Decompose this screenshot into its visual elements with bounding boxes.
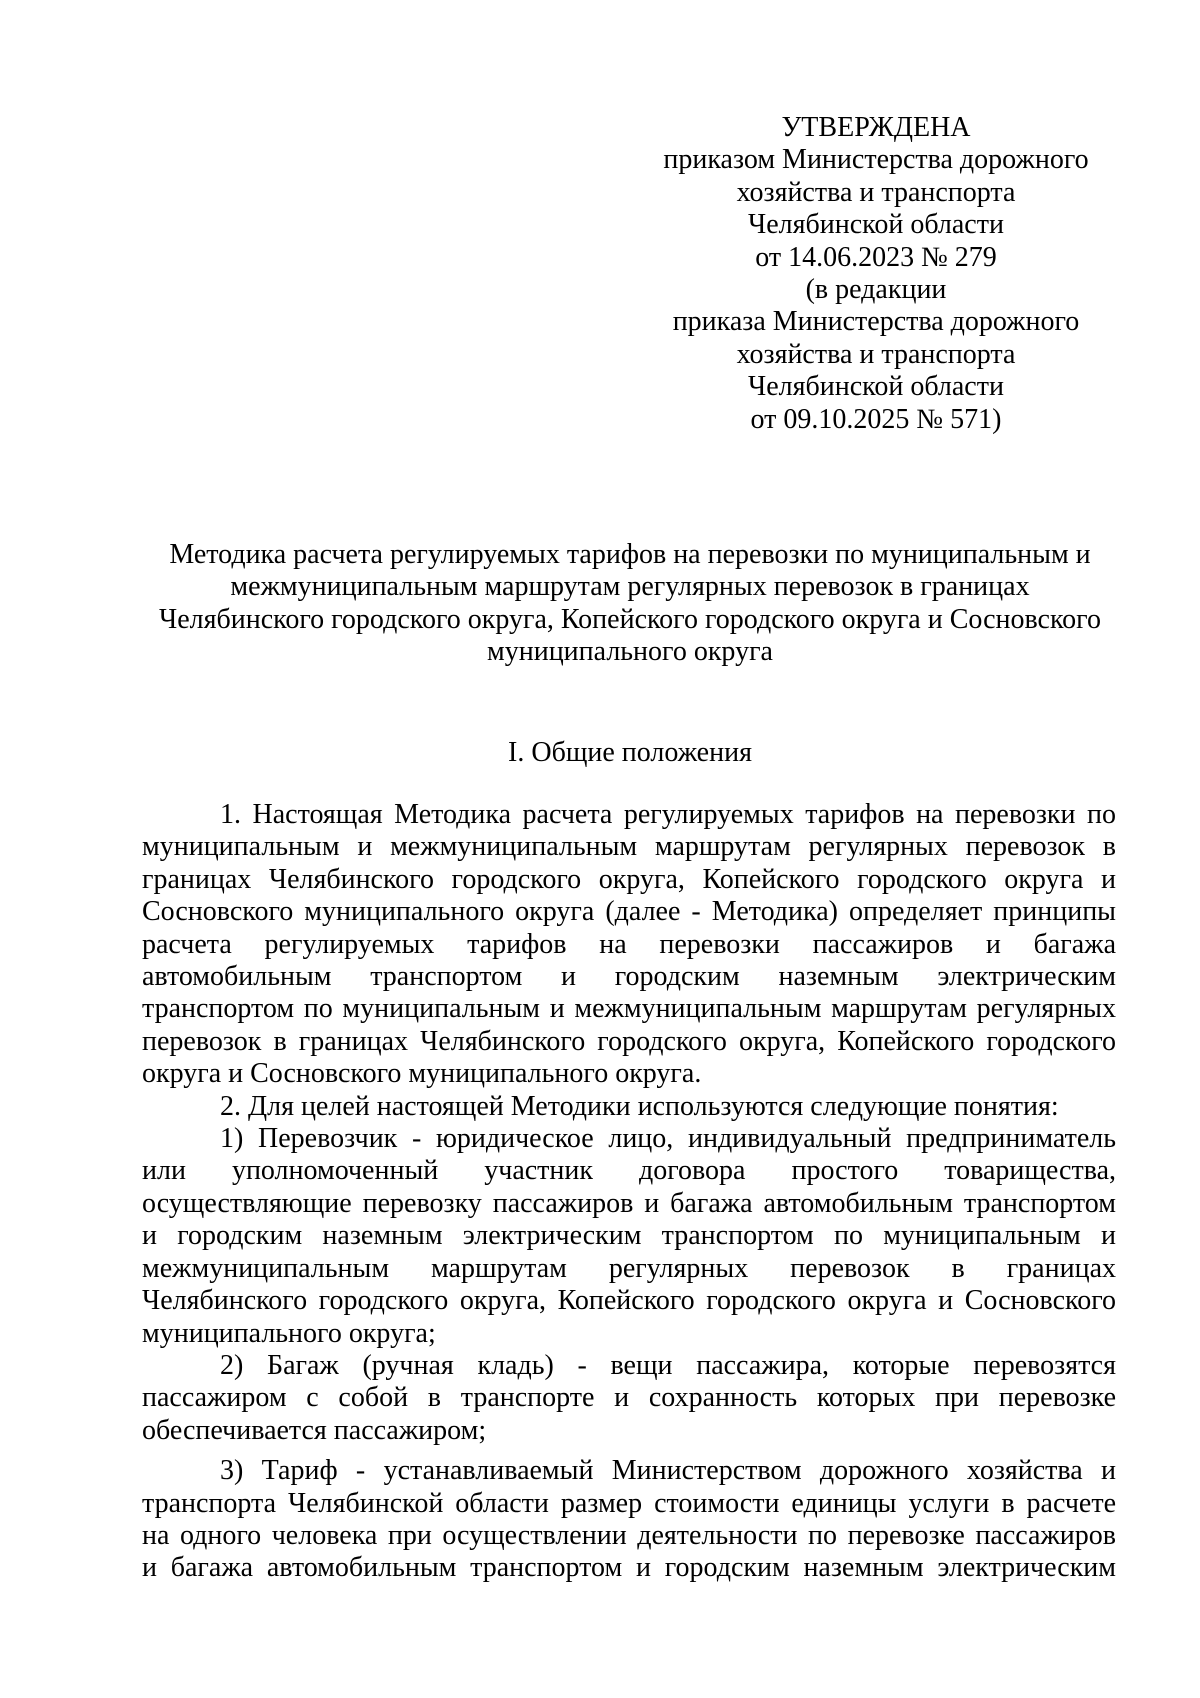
text-line: 1. Настоящая Методика расчета регулируемых тарифов на перевозки по <box>220 799 1116 830</box>
paragraph-2 <box>142 1091 1116 1123</box>
title-line: межмуниципальным маршрутам регулярных перевозок в границах <box>230 571 1030 603</box>
body-text <box>142 799 1116 1585</box>
text-line: транспорта Челябинской области размер стоимости единицы услуги в расчете <box>142 1487 1116 1519</box>
text-line: 2. Для целей настоящей Методики используются следующие понятия: <box>220 1090 1059 1122</box>
document-title <box>130 539 1130 669</box>
definition-baggage <box>142 1350 1116 1447</box>
approval-line: (в редакции <box>805 274 947 306</box>
text-line: 1) Перевозчик - юридическое лицо, индивидуальный предприниматель <box>220 1123 1116 1155</box>
text-line: перевозок в границах Челябинского городского округа, Копейского городского <box>142 1025 1116 1057</box>
text-line: на одного человека при осуществлении деятельности по перевозке пассажиров <box>142 1519 1116 1551</box>
text-line: и багажа автомобильным транспортом и городским наземным электрическим <box>142 1552 1116 1584</box>
approval-revision-date: от 09.10.2025 № 571) <box>750 403 1002 435</box>
text-line: обеспечивается пассажиром; <box>142 1414 487 1446</box>
definition-tariff <box>142 1455 1116 1585</box>
approval-heading: УТВЕРЖДЕНА <box>781 112 971 143</box>
text-line: муниципального округа; <box>142 1317 436 1349</box>
section-heading: I. Общие положения <box>508 737 752 768</box>
text-line: 3) Тариф - устанавливаемый Министерством дорожного хозяйства и <box>220 1455 1116 1487</box>
title-line: Методика расчета регулируемых тарифов на перевозки по муниципальным и <box>169 539 1091 570</box>
approval-line: приказа Министерства дорожного <box>672 306 1080 338</box>
title-line: муниципального округа <box>487 636 773 668</box>
text-line: автомобильным транспортом и городским наземным электрическим <box>142 961 1116 993</box>
approval-order-date: от 14.06.2023 № 279 <box>755 241 997 273</box>
text-line: расчета регулируемых тарифов на перевозки пассажиров и багажа <box>142 928 1116 960</box>
text-line: 2) Багаж (ручная кладь) - вещи пассажира, которые перевозятся <box>220 1349 1116 1381</box>
approval-line: приказом Министерства дорожного <box>663 144 1089 176</box>
text-line: пассажиром с собой в транспорте и сохранность которых при перевозке <box>142 1382 1116 1414</box>
text-line: Сосновского муниципального округа (далее - Методика) определяет принципы <box>142 896 1116 928</box>
text-line: транспортом по муниципальным и межмуниципальным маршрутам регулярных <box>142 993 1116 1025</box>
text-line: межмуниципальным маршрутам регулярных перевозок в границах <box>142 1252 1116 1284</box>
approval-line: Челябинской области <box>748 371 1004 403</box>
text-line: осуществляющие перевозку пассажиров и багажа автомобильным транспортом <box>142 1187 1116 1219</box>
approval-line: хозяйства и транспорта <box>736 338 1016 370</box>
approval-line: хозяйства и транспорта <box>736 176 1016 208</box>
text-line: Челябинского городского округа, Копейского городского округа и Сосновского <box>142 1285 1116 1317</box>
text-line: округа и Сосновского муниципального округа. <box>142 1058 702 1090</box>
text-line: муниципальным и межмуниципальным маршрутам регулярных перевозок в <box>142 831 1116 863</box>
definition-carrier <box>142 1123 1116 1350</box>
text-line: или уполномоченный участник договора простого товарищества, <box>142 1155 1116 1187</box>
title-line: Челябинского городского округа, Копейского городского округа и Сосновского <box>159 603 1101 635</box>
approval-stamp <box>640 112 1112 436</box>
text-line: и городским наземным электрическим транспортом по муниципальным и <box>142 1220 1116 1252</box>
paragraph-1 <box>142 799 1116 1091</box>
approval-line: Челябинской области <box>748 209 1004 241</box>
text-line: границах Челябинского городского округа, Копейского городского округа и <box>142 863 1116 895</box>
